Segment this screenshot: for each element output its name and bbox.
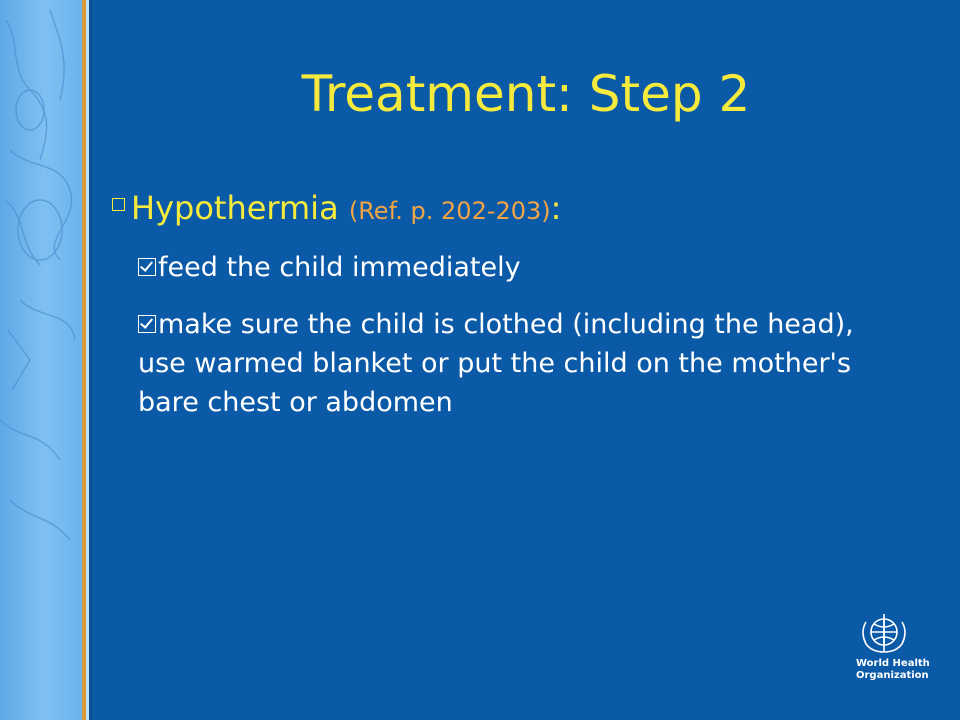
bullet-suffix: : <box>550 189 562 227</box>
sub-item-text: make sure the child is clothed (including the head), use warmed blanket or put the child on the mother's bare chest or abdomen <box>138 309 854 418</box>
bullet-reference: (Ref. p. 202-203) <box>348 197 551 225</box>
logo-line-1: World Health <box>856 658 930 669</box>
sketch-illustration <box>0 0 82 720</box>
who-logo-text <box>856 658 930 682</box>
bullet-label: Hypothermia <box>131 189 339 227</box>
decorative-side-strip <box>0 0 82 720</box>
logo-line-2: Organization <box>856 670 929 681</box>
slide-title: Treatment: Step 2 <box>301 65 751 123</box>
square-bullet-icon <box>112 198 125 211</box>
checkbox-checked-icon <box>138 315 156 333</box>
checkbox-checked-icon <box>138 258 156 276</box>
bullet-hypothermia <box>112 186 561 233</box>
sub-item-1 <box>138 248 898 287</box>
sub-item-text: feed the child immediately <box>158 252 521 283</box>
sub-item-2 <box>138 305 898 422</box>
